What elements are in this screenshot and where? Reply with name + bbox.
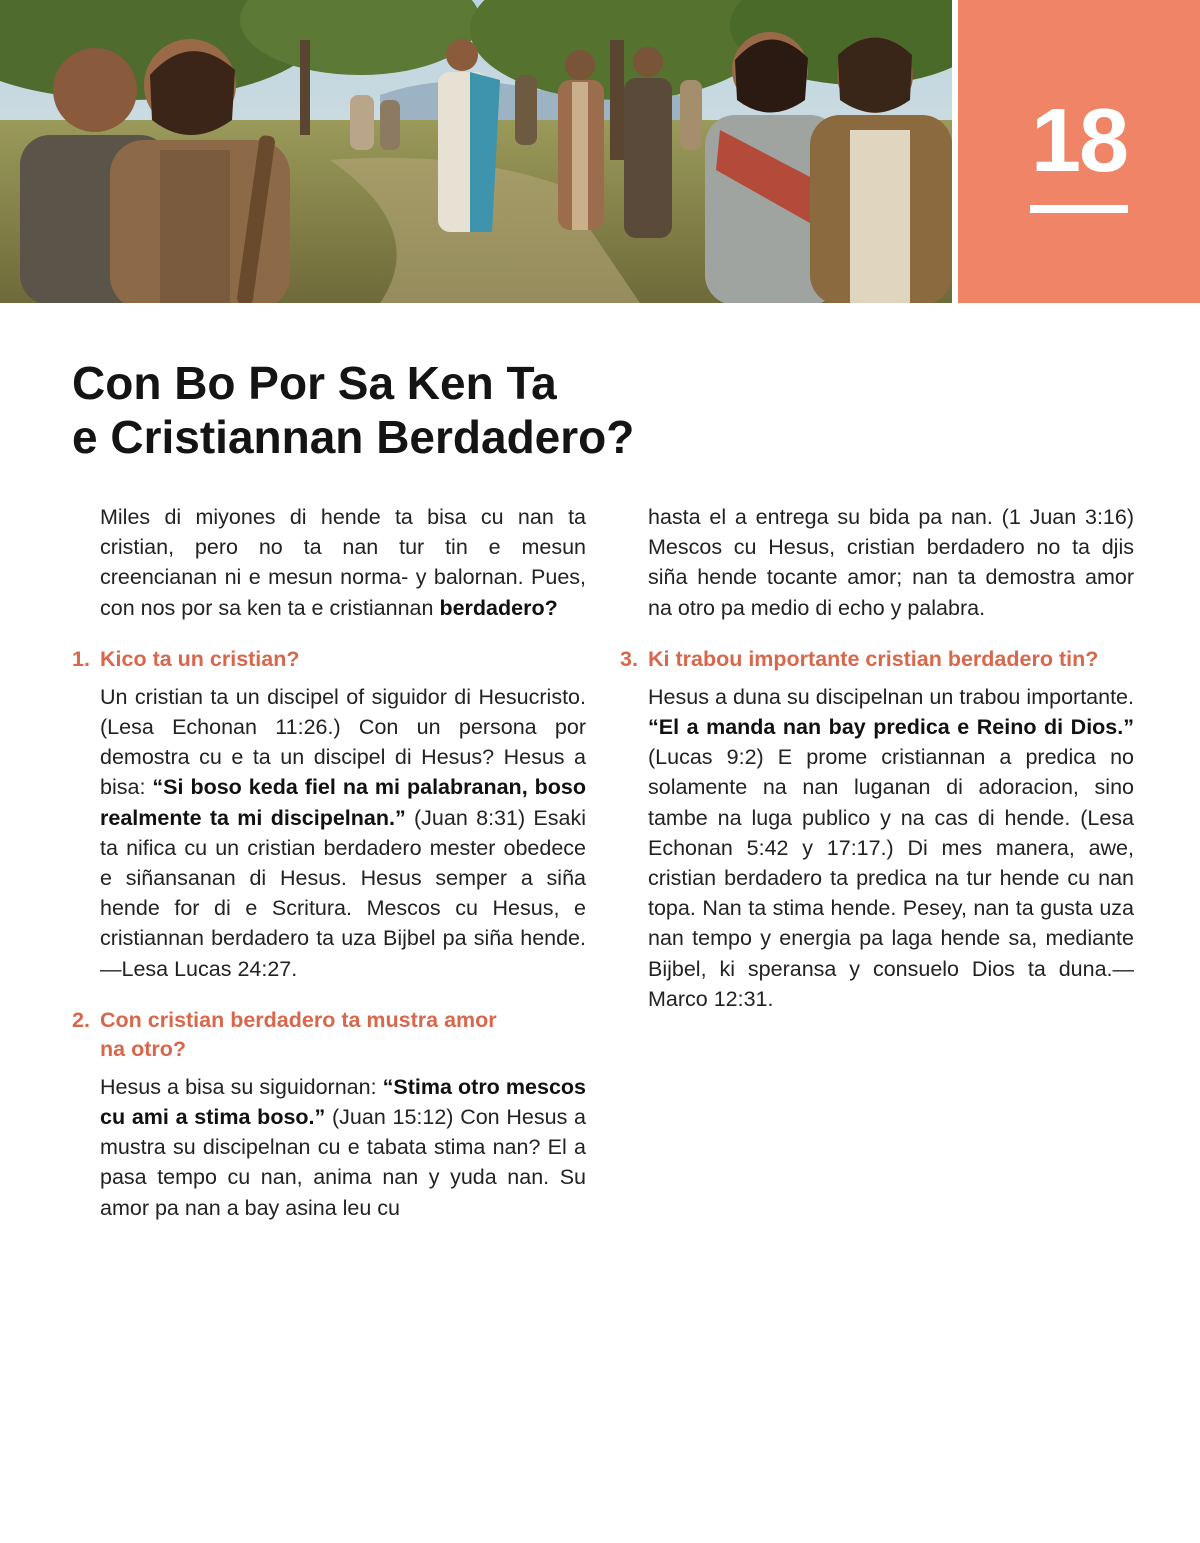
question-3-answer: [620, 682, 1134, 1014]
question-1-heading: [72, 645, 586, 674]
page-title: [72, 356, 932, 464]
question-3-text: Ki trabou importante cristian berdadero tin?: [648, 646, 1099, 671]
question-3-heading: [620, 645, 1134, 674]
question-2-text-line-2: na otro?: [100, 1036, 186, 1061]
question-1-number: 1.: [72, 646, 90, 671]
intro-text: Miles di miyones di hende ta bisa cu nan ta cristian, pero no ta nan tur tin e mesun creencianan ni e mesun norma- y balornan. Pues, con nos por sa ken ta e cristiannan: [100, 505, 586, 620]
question-2-answer-continued: hasta el a entrega su bida pa nan. (1 Juan 3:16) Mescos cu Hesus, cristian berdadero no ta djis siña hende tocante amor; nan ta demostra amor na otro pa medio di echo y palabra.: [648, 505, 1134, 620]
right-column: [620, 502, 1134, 1014]
question-2-text-a: Hesus a bisa su siguidornan:: [100, 1074, 383, 1099]
question-1-text: Kico ta un cristian?: [100, 646, 300, 671]
question-1-text-b: (Juan 8:31) Esaki ta nifica cu un cristian berdadero mester obedece e siñansanan di Hesus. Hesus semper a siña hende for di e Scritura. Mescos cu Hesus, e cristiannan berdadero ta uza Bijbel pa siña hende.—Lesa Lucas 24:27.: [100, 805, 586, 981]
intro-bold: berdadero?: [439, 595, 558, 620]
question-3-number: 3.: [620, 646, 638, 671]
question-2-heading: [72, 1006, 586, 1064]
left-column: [72, 502, 586, 1223]
lesson-number-badge: [958, 0, 1200, 303]
hero-image: [0, 0, 952, 303]
question-2-text-line-1: Con cristian berdadero ta mustra amor: [100, 1007, 497, 1032]
badge-underline: [1030, 205, 1128, 213]
question-1-text-a: Un cristian ta un discipel of siguidor di Hesucristo. (Lesa Echonan 11:26.) Con un persona por demostra cu e ta un discipel di Hesus? Hesus a bisa:: [100, 684, 586, 800]
question-3-text-b: (Lucas 9:2) E prome cristiannan a predica no solamente na nan luganan di adoracion, sino tambe na luga publico y na cas di hende. (Lesa Echonan 5:42 y 17:17.) Di mes manera, awe, cristian berdadero ta predica na tur hende cu nan topa. Nan ta stima hende. Pesey, nan ta gusta uza nan tempo y energia pa laga hende sa, mediante Bijbel, ki speransa y consuelo Dios ta duna.—Marco 12:31.: [648, 745, 1134, 1011]
question-3-quote: “El a manda nan bay predica e Reino di Dios.”: [648, 715, 1134, 740]
hero-illustration: [0, 0, 952, 303]
question-1-quote: “Si boso keda fiel na mi palabranan, boso realmente ta mi discipelnan.”: [100, 775, 587, 830]
page-title-line-1: Con Bo Por Sa Ken Ta: [72, 357, 557, 409]
question-1-answer: [72, 682, 586, 984]
intro-paragraph: [72, 502, 586, 623]
question-2-number: 2.: [72, 1007, 90, 1032]
question-3-text-a: Hesus a duna su discipelnan un trabou importante.: [648, 684, 1134, 709]
question-2-text-b: (Juan 15:12) Con Hesus a mustra su discipelnan cu e tabata stima nan? El a pasa tempo cu nan, anima nan y yuda nan. Su amor pa nan a bay asina leu cu: [100, 1105, 587, 1220]
question-2-answer: [72, 1072, 586, 1223]
lesson-number: 18: [1030, 91, 1128, 191]
question-2-quote: “Stima otro mescos cu ami a stima boso.”: [100, 1074, 586, 1130]
page-title-line-2: e Cristiannan Berdadero?: [72, 411, 635, 463]
